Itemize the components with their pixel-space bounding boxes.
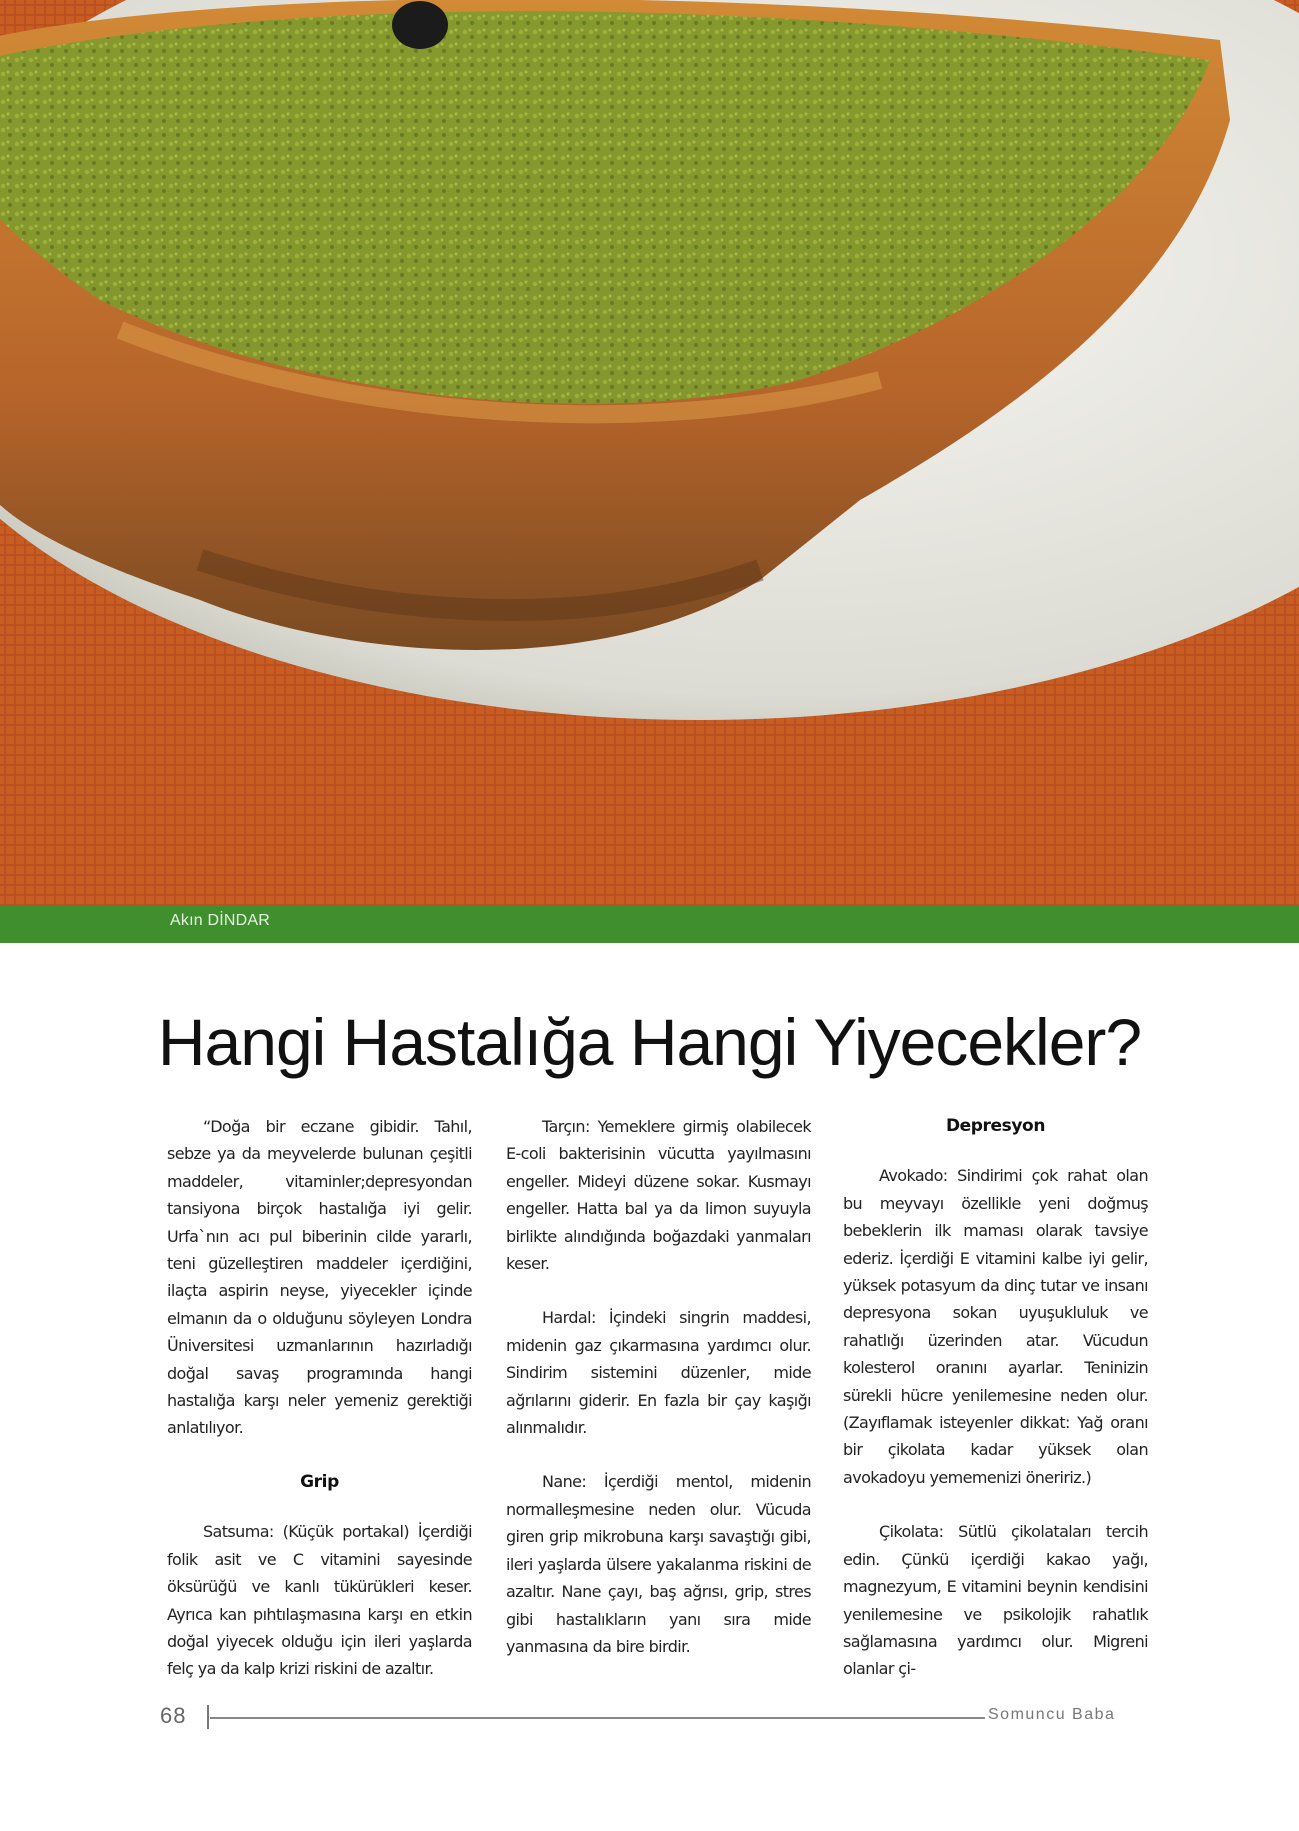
column-1 xyxy=(167,1113,472,1710)
article-title: Hangi Hastalığa Hangi Yiyecekler? xyxy=(157,1005,1142,1079)
author-name: Akın DİNDAR xyxy=(170,912,270,929)
cikolata-paragraph: Çikolata: Sütlü çikolataları tercih edin. Çünkü içerdiği kakao yağı, magnezyum, E vitamini beynin kendisini yenilemesine ve psikolojik rahatlık sağlamasına yardımcı olur. Migreni olanlar çi- xyxy=(843,1522,1148,1679)
column-2 xyxy=(506,1113,811,1687)
page-number: 68 xyxy=(160,1703,187,1728)
avokado-paragraph: Avokado: Sindirimi çok rahat olan bu meyvayı özellikle yeni doğmuş bebeklerin ilk maması olarak tavsiye ederiz. İçerdiği E vitamini kalbe iyi gelir, yüksek potasyum da dinç tutar ve insanı depresyona sokan uyuşukluluk ve rahatlığı üzerinden atar. Vücudun kolesterol oranını ayarlar. Teninizin sürekli hücre yenilemesine neden olur. (Zayıflamak isteyenler dikkat: Yağ oranı bir çikolata kadar yüksek olan avokadoyu yememenizi öneririz.) xyxy=(843,1166,1148,1487)
intro-paragraph: “Doğa bir eczane gibidir. Tahıl, sebze ya da meyvelerde bulunan çeşitli maddeler, vitaminler;depresyondan tansiyona birçok hastalığa iyi gelir. Urfa`nın acı pul biberinin cilde yararlı, teni güzelleştiren maddeler içerdiğini, ilaçta aspirin neyse, yiyecekler içinde elmanın da o olduğunu söyleyen Londra Üniversitesi uzmanlarının hazırladığı doğal savaş programında hangi hastalığa karşı neler yemeniz gerektiği anlatılıyor. xyxy=(167,1117,472,1438)
footer-rule xyxy=(210,1717,985,1719)
footer-divider-tick xyxy=(207,1705,209,1729)
nane-paragraph: Nane: İçerdiği mentol, midenin normalleşmesine neden olur. Vücuda giren grip mikrobuna karşı savaştığı gibi, ileri yaşlarda ülsere yakalanma riskini de azaltır. Nane çayı, baş ağrısı, grip, stres gibi hastalıkların yanı sıra mide yanmasına da bire birdir. xyxy=(506,1472,811,1656)
kunefe-photo xyxy=(0,0,1299,905)
section-heading-grip: Grip xyxy=(300,1471,339,1492)
magazine-name: Somuncu Baba xyxy=(988,1706,1116,1723)
column-3 xyxy=(843,1113,1148,1710)
dessert-illustration xyxy=(0,0,1299,905)
tarcin-paragraph: Tarçın: Yemeklere girmiş olabilecek E-coli bakterisinin vücutta yayılmasını engeller. Mideyi düzene sokar. Kusmayı engeller. Hatta bal ya da limon suyuyla birlikte alındığında boğazdaki yanmaları keser. xyxy=(506,1117,811,1274)
section-heading-depresyon: Depresyon xyxy=(945,1116,1046,1136)
satsuma-paragraph: Satsuma: (Küçük portakal) İçerdiği folik asit ve C vitamini sayesinde öksürüğü ve kanlı tükürükleri keser. Ayrıca kan pıhtılaşmasına karşı en etkin doğal yiyecek olduğu için ileri yaşlarda felç ya da kalp krizi riskini de azaltır. xyxy=(167,1522,472,1679)
hardal-paragraph: Hardal: İçindeki singrin maddesi, midenin gaz çıkarmasına yardımcı olur. Sindirim sistemini düzenler, mide ağrılarını giderir. En fazla bir çay kaşığı alınmalıdır. xyxy=(506,1308,811,1438)
